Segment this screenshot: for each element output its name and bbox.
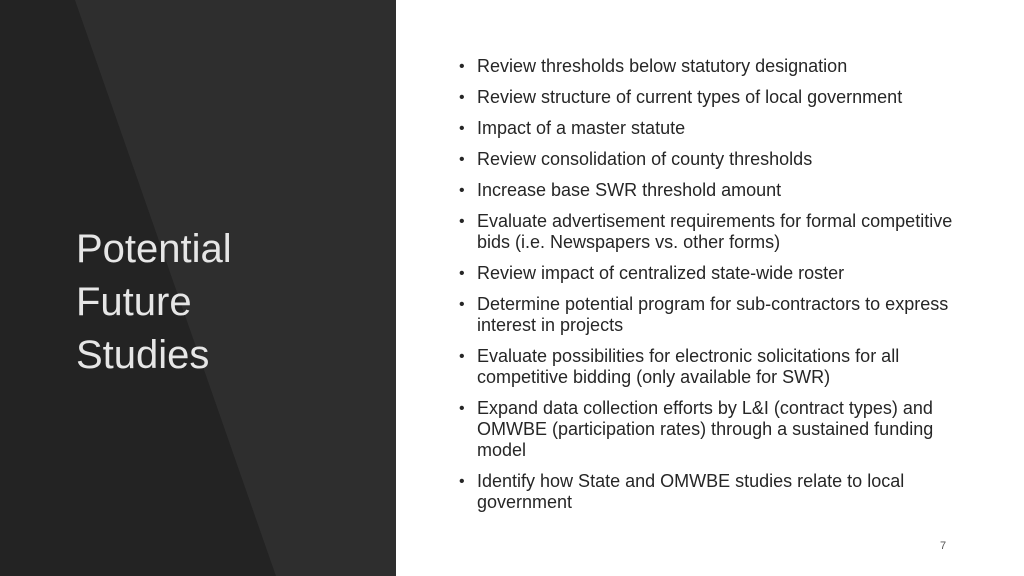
- slide-title-line: Potential: [76, 226, 232, 271]
- bullet-text: Review thresholds below statutory designation: [477, 56, 848, 76]
- bullet-dot-icon: •: [459, 213, 465, 230]
- bullet-item: [455, 471, 983, 513]
- bullet-text: Review impact of centralized state-wide roster: [477, 263, 845, 283]
- page-number: 7: [940, 540, 947, 552]
- bullet-text: Identify how State and OMWBE studies relate to local government: [477, 471, 905, 512]
- bullet-dot-icon: •: [459, 296, 465, 313]
- bullet-dot-icon: •: [459, 473, 465, 490]
- bullet-item: [455, 294, 983, 336]
- bullet-item: [455, 263, 983, 284]
- bullet-item: [455, 398, 983, 461]
- bullet-dot-icon: •: [459, 348, 465, 365]
- bullet-list: [455, 56, 983, 523]
- bullet-text: Determine potential program for sub-contractors to express interest in projects: [477, 294, 949, 335]
- slide-title-line: Future: [76, 279, 192, 324]
- bullet-item: [455, 149, 983, 170]
- bullet-dot-icon: •: [459, 265, 465, 282]
- slide-title-line: Studies: [76, 332, 210, 377]
- content-panel: [396, 0, 1024, 576]
- bullet-item: [455, 118, 983, 139]
- bullet-item: [455, 211, 983, 253]
- bullet-text: Increase base SWR threshold amount: [477, 180, 782, 200]
- bullet-dot-icon: •: [459, 89, 465, 106]
- bullet-item: [455, 180, 983, 201]
- title-panel: [0, 0, 396, 576]
- bullet-dot-icon: •: [459, 120, 465, 137]
- bullet-text: Evaluate advertisement requirements for formal competitive bids (i.e. Newspapers vs. other forms): [477, 211, 953, 252]
- bullet-text: Expand data collection efforts by L&I (contract types) and OMWBE (participation rates) through a sustained funding model: [477, 398, 934, 460]
- bullet-item: [455, 56, 983, 77]
- bullet-dot-icon: •: [459, 58, 465, 75]
- bullet-item: [455, 87, 983, 108]
- slide-title: [76, 223, 376, 382]
- bullet-text: Review consolidation of county thresholds: [477, 149, 813, 169]
- bullet-dot-icon: •: [459, 151, 465, 168]
- bullet-dot-icon: •: [459, 182, 465, 199]
- bullet-text: Evaluate possibilities for electronic solicitations for all competitive bidding (only available for SWR): [477, 346, 900, 387]
- bullet-item: [455, 346, 983, 388]
- bullet-text: Review structure of current types of local government: [477, 87, 903, 107]
- bullet-text: Impact of a master statute: [477, 118, 686, 138]
- bullet-dot-icon: •: [459, 400, 465, 417]
